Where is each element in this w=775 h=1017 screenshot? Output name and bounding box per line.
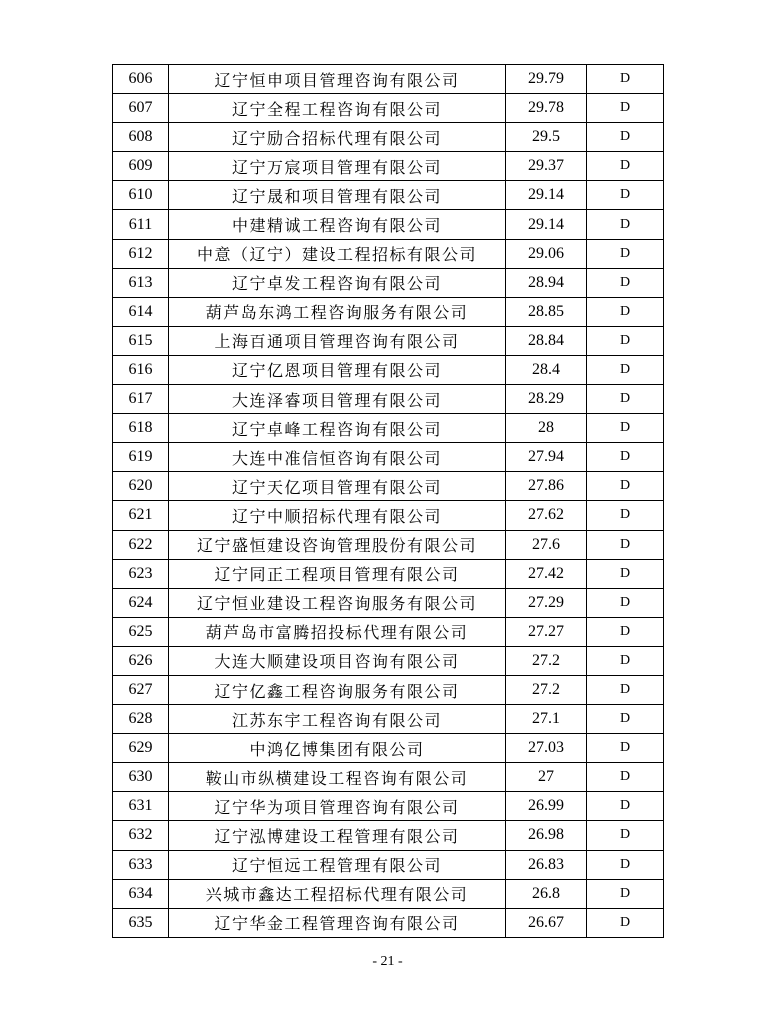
table-row [113, 123, 664, 152]
table-row [113, 94, 664, 123]
table-row [113, 239, 664, 268]
grade: D [587, 588, 664, 617]
company-name: 大连泽睿项目管理有限公司 [169, 385, 506, 414]
grade: D [587, 646, 664, 675]
grade: D [587, 239, 664, 268]
table-row [113, 443, 664, 472]
company-name: 辽宁亿鑫工程咨询服务有限公司 [169, 675, 506, 704]
row-number: 629 [113, 734, 169, 763]
company-name: 辽宁恒远工程管理有限公司 [169, 850, 506, 879]
grade: D [587, 472, 664, 501]
table-row [113, 268, 664, 297]
company-name: 葫芦岛市富腾招投标代理有限公司 [169, 617, 506, 646]
company-name: 辽宁万宸项目管理有限公司 [169, 152, 506, 181]
row-number: 614 [113, 297, 169, 326]
score: 26.67 [506, 908, 587, 937]
score: 27.27 [506, 617, 587, 646]
company-name: 辽宁华金工程管理咨询有限公司 [169, 908, 506, 937]
company-name: 辽宁同正工程项目管理有限公司 [169, 559, 506, 588]
table-row [113, 530, 664, 559]
company-name: 辽宁天亿项目管理有限公司 [169, 472, 506, 501]
score: 26.83 [506, 850, 587, 879]
score: 27.2 [506, 646, 587, 675]
grade: D [587, 821, 664, 850]
score: 26.99 [506, 792, 587, 821]
company-name: 大连大顺建设项目咨询有限公司 [169, 646, 506, 675]
row-number: 622 [113, 530, 169, 559]
row-number: 621 [113, 501, 169, 530]
score: 28.4 [506, 355, 587, 384]
score: 27.1 [506, 705, 587, 734]
score: 27.94 [506, 443, 587, 472]
row-number: 610 [113, 181, 169, 210]
score: 29.06 [506, 239, 587, 268]
score: 29.5 [506, 123, 587, 152]
score: 27 [506, 763, 587, 792]
company-name: 鞍山市纵横建设工程咨询有限公司 [169, 763, 506, 792]
score: 29.78 [506, 94, 587, 123]
score: 27.6 [506, 530, 587, 559]
company-name: 辽宁卓峰工程咨询有限公司 [169, 414, 506, 443]
row-number: 608 [113, 123, 169, 152]
company-name: 辽宁全程工程咨询有限公司 [169, 94, 506, 123]
row-number: 624 [113, 588, 169, 617]
row-number: 631 [113, 792, 169, 821]
table-row [113, 326, 664, 355]
company-name: 辽宁励合招标代理有限公司 [169, 123, 506, 152]
row-number: 620 [113, 472, 169, 501]
company-name: 兴城市鑫达工程招标代理有限公司 [169, 879, 506, 908]
score: 28 [506, 414, 587, 443]
score: 27.29 [506, 588, 587, 617]
table-row [113, 355, 664, 384]
grade: D [587, 559, 664, 588]
table-row [113, 705, 664, 734]
score: 26.98 [506, 821, 587, 850]
score: 28.94 [506, 268, 587, 297]
table-row [113, 879, 664, 908]
score: 28.29 [506, 385, 587, 414]
score: 28.85 [506, 297, 587, 326]
row-number: 606 [113, 65, 169, 94]
table-row [113, 646, 664, 675]
row-number: 635 [113, 908, 169, 937]
table-row [113, 472, 664, 501]
row-number: 634 [113, 879, 169, 908]
score: 27.03 [506, 734, 587, 763]
row-number: 613 [113, 268, 169, 297]
row-number: 612 [113, 239, 169, 268]
grade: D [587, 65, 664, 94]
table-row [113, 792, 664, 821]
score: 29.37 [506, 152, 587, 181]
row-number: 618 [113, 414, 169, 443]
table-row [113, 559, 664, 588]
company-name: 辽宁恒业建设工程咨询服务有限公司 [169, 588, 506, 617]
page-number: - 21 - [372, 954, 403, 969]
grade: D [587, 908, 664, 937]
company-name: 上海百通项目管理咨询有限公司 [169, 326, 506, 355]
grade: D [587, 181, 664, 210]
grade: D [587, 705, 664, 734]
grade: D [587, 792, 664, 821]
grade: D [587, 850, 664, 879]
grade: D [587, 734, 664, 763]
grade: D [587, 414, 664, 443]
row-number: 615 [113, 326, 169, 355]
table-row [113, 297, 664, 326]
grade: D [587, 763, 664, 792]
table-row [113, 850, 664, 879]
grade: D [587, 326, 664, 355]
grade: D [587, 123, 664, 152]
score: 27.86 [506, 472, 587, 501]
company-name: 辽宁晟和项目管理有限公司 [169, 181, 506, 210]
company-name: 辽宁盛恒建设咨询管理股份有限公司 [169, 530, 506, 559]
table-row [113, 908, 664, 937]
row-number: 630 [113, 763, 169, 792]
company-name: 辽宁亿恩项目管理有限公司 [169, 355, 506, 384]
table-row [113, 617, 664, 646]
grade: D [587, 530, 664, 559]
row-number: 626 [113, 646, 169, 675]
company-name: 辽宁恒申项目管理咨询有限公司 [169, 65, 506, 94]
company-name: 中鸿亿博集团有限公司 [169, 734, 506, 763]
score: 29.14 [506, 181, 587, 210]
grade: D [587, 617, 664, 646]
grade: D [587, 879, 664, 908]
table-row [113, 821, 664, 850]
row-number: 632 [113, 821, 169, 850]
grade: D [587, 268, 664, 297]
grade: D [587, 675, 664, 704]
table-row [113, 414, 664, 443]
company-name: 辽宁华为项目管理咨询有限公司 [169, 792, 506, 821]
row-number: 611 [113, 210, 169, 239]
grade: D [587, 501, 664, 530]
company-name: 江苏东宇工程咨询有限公司 [169, 705, 506, 734]
row-number: 619 [113, 443, 169, 472]
table-row [113, 181, 664, 210]
company-name: 葫芦岛东鸿工程咨询服务有限公司 [169, 297, 506, 326]
row-number: 627 [113, 675, 169, 704]
table-row [113, 588, 664, 617]
score: 26.8 [506, 879, 587, 908]
company-name: 辽宁泓博建设工程管理有限公司 [169, 821, 506, 850]
table-row [113, 763, 664, 792]
row-number: 623 [113, 559, 169, 588]
company-name: 大连中准信恒咨询有限公司 [169, 443, 506, 472]
score: 28.84 [506, 326, 587, 355]
grade: D [587, 210, 664, 239]
score: 27.2 [506, 675, 587, 704]
grade: D [587, 355, 664, 384]
row-number: 617 [113, 385, 169, 414]
score: 27.42 [506, 559, 587, 588]
row-number: 625 [113, 617, 169, 646]
table-row [113, 65, 664, 94]
grade: D [587, 443, 664, 472]
grade: D [587, 94, 664, 123]
row-number: 609 [113, 152, 169, 181]
table-row [113, 152, 664, 181]
table-row [113, 501, 664, 530]
row-number: 607 [113, 94, 169, 123]
row-number: 633 [113, 850, 169, 879]
score: 29.14 [506, 210, 587, 239]
company-name: 中意（辽宁）建设工程招标有限公司 [169, 239, 506, 268]
table-row [113, 734, 664, 763]
company-name: 中建精诚工程咨询有限公司 [169, 210, 506, 239]
row-number: 616 [113, 355, 169, 384]
table-row [113, 675, 664, 704]
score: 27.62 [506, 501, 587, 530]
ranking-table [112, 64, 664, 938]
grade: D [587, 385, 664, 414]
table-row [113, 210, 664, 239]
table-row [113, 385, 664, 414]
ranking-table-body [113, 65, 664, 938]
company-name: 辽宁卓发工程咨询有限公司 [169, 268, 506, 297]
row-number: 628 [113, 705, 169, 734]
grade: D [587, 152, 664, 181]
score: 29.79 [506, 65, 587, 94]
company-name: 辽宁中顺招标代理有限公司 [169, 501, 506, 530]
grade: D [587, 297, 664, 326]
